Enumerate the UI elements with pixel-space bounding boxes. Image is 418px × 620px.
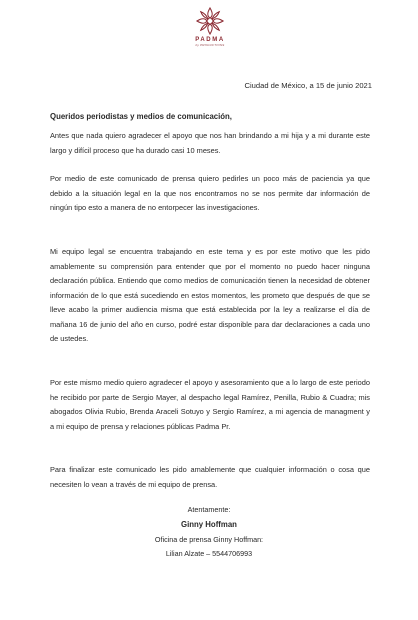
paragraph-2: Por medio de este comunicado de prensa quiero pedirles un poco más de paciencia ya que debido a la situación legal en la que nos encontramos no se nos permite dar información de ningún tipo esto a manera de no entorpecer las investigaciones. — [50, 174, 370, 212]
paragraph-3: Mi equipo legal se encuentra trabajando en este tema y es por este motivo que les pido amablemente su comprensión para entender que por el momento no puedo hacer ninguna declaración pública. Entiendo que como medios de comunicación tienen la necesidad de obtener información de lo que está sucediendo en estos momentos, les prometo que después de que se lleve acabo la primer audiencia misma que está establecida por la ley a realizarse el día de mañana 16 de junio del año en curso, podré estar disponible para dar declaraciones a cada uno de ustedes. — [50, 247, 370, 343]
paragraph-1: Antes que nada quiero agradecer el apoyo que nos han brindando a mi hija y a mi durante este largo y difícil proceso que ha durado casi 10 meses. — [50, 131, 370, 155]
press-contact: Lilian Alzate – 5544706993 — [165, 549, 253, 558]
brand-tagline: by PRODUCTIONS — [195, 43, 225, 47]
brand-name: PADMA — [195, 37, 225, 43]
press-office: Oficina de prensa Ginny Hoffman: — [154, 535, 264, 544]
letterhead-logo — [188, 6, 232, 47]
signer-name: Ginny Hoffman — [181, 520, 237, 529]
letter-greeting: Queridos periodistas y medios de comunicación, — [50, 112, 232, 121]
closing: Atentamente: — [187, 505, 231, 514]
lotus-mandala-icon — [195, 6, 225, 36]
letter-date: Ciudad de México, a 15 de junio 2021 — [244, 81, 372, 90]
paragraph-4: Por este mismo medio quiero agradecer el apoyo y asesoramiento que a lo largo de este periodo he recibido por parte de Sergio Mayer, al despacho legal Ramírez, Penilla, Rubio & Cuadra; mis abogados Olivia Rubio, Brenda Araceli Sotuyo y Sergio Ramírez, a mi agencia de managment y a mi equipo de prensa y relaciones públicas Padma Pr. — [50, 378, 370, 431]
paragraph-5: Para finalizar este comunicado les pido amablemente que cualquier información o cosa que necesiten lo vean a través de mi equipo de prensa. — [50, 465, 370, 489]
